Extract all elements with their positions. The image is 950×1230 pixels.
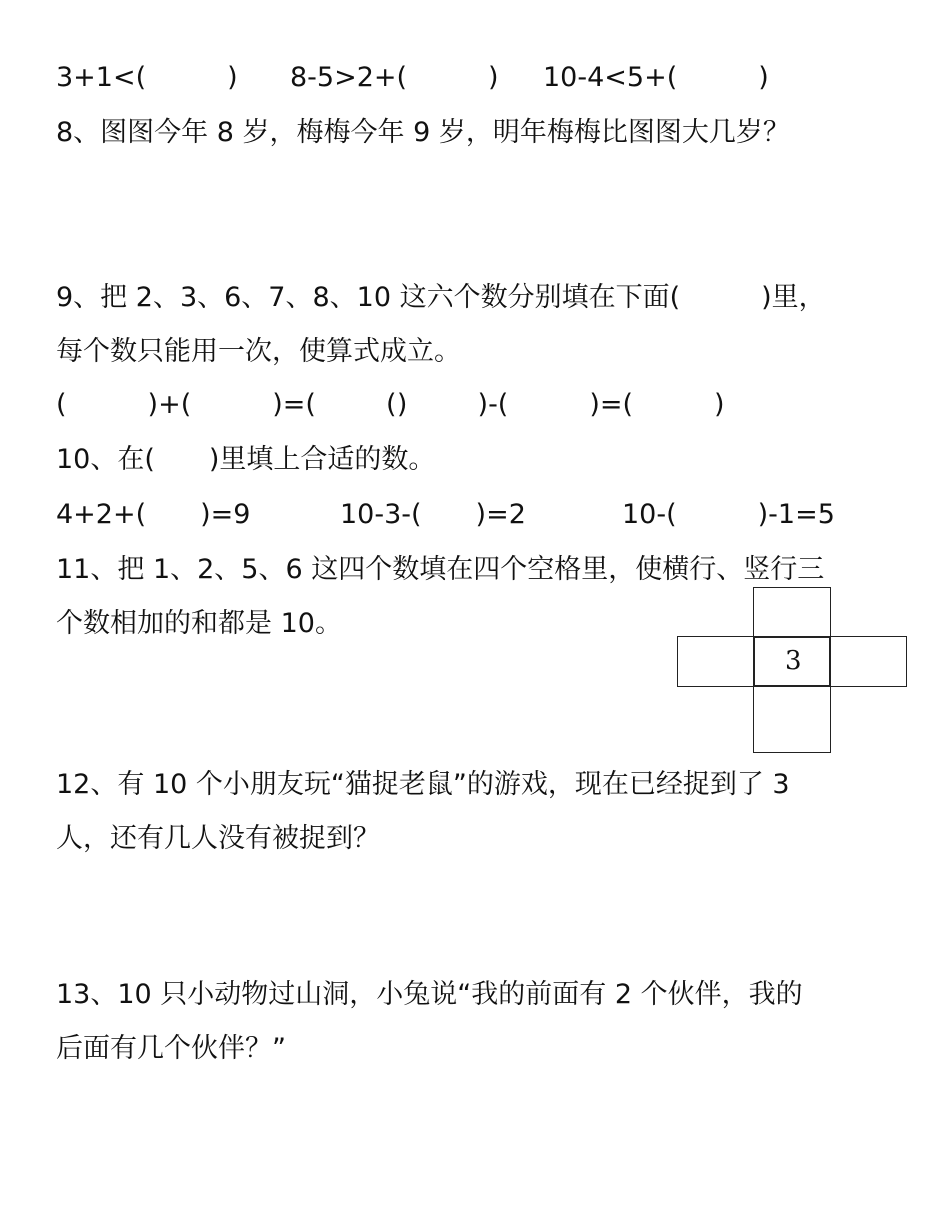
equation-subtraction: ( )-( )=( ) [386, 389, 725, 420]
question-9-line-2: 每个数只能用一次，使算式成立。 [56, 336, 461, 367]
equation-addition: ( )+( )=( ) [56, 389, 408, 420]
question-11-line-2: 个数相加的和都是 10。 [56, 608, 342, 639]
question-12-line-2: 人，还有几人没有被捉到？ [56, 823, 380, 854]
grid-cell-top[interactable] [753, 587, 831, 638]
question-10: 10、在( )里填上合适的数。 [56, 444, 436, 475]
fill-equation-1: 4+2+( )=9 [56, 499, 251, 530]
question-13-line-1: 13、10 只小动物过山洞，小兔说“我的前面有 2 个伙伴，我的 [56, 979, 803, 1010]
fill-equation-2: 10-3-( )=2 [340, 499, 526, 530]
question-13-line-2: 后面有几个伙伴？” [56, 1033, 286, 1064]
question-12-line-1: 12、有 10 个小朋友玩“猫捉老鼠”的游戏，现在已经捉到了 3 [56, 769, 790, 800]
question-11-line-1: 11、把 1、2、5、6 这四个数填在四个空格里，使横行、竖行三 [56, 554, 825, 585]
grid-cell-right[interactable] [829, 636, 907, 687]
comparison-1: 3+1<( ) [56, 62, 238, 93]
grid-cell-bottom[interactable] [753, 685, 831, 753]
fill-equation-3: 10-( )-1=5 [622, 499, 835, 530]
comparison-2: 8-5>2+( ) [290, 62, 499, 93]
comparison-3: 10-4<5+( ) [543, 62, 769, 93]
question-8: 8、图图今年 8 岁，梅梅今年 9 岁，明年梅梅比图图大几岁？ [56, 117, 790, 148]
grid-center-number: 3 [785, 646, 802, 676]
question-9-line-1: 9、把 2、3、6、7、8、10 这六个数分别填在下面( )里， [56, 282, 826, 313]
grid-cell-left[interactable] [677, 636, 755, 687]
